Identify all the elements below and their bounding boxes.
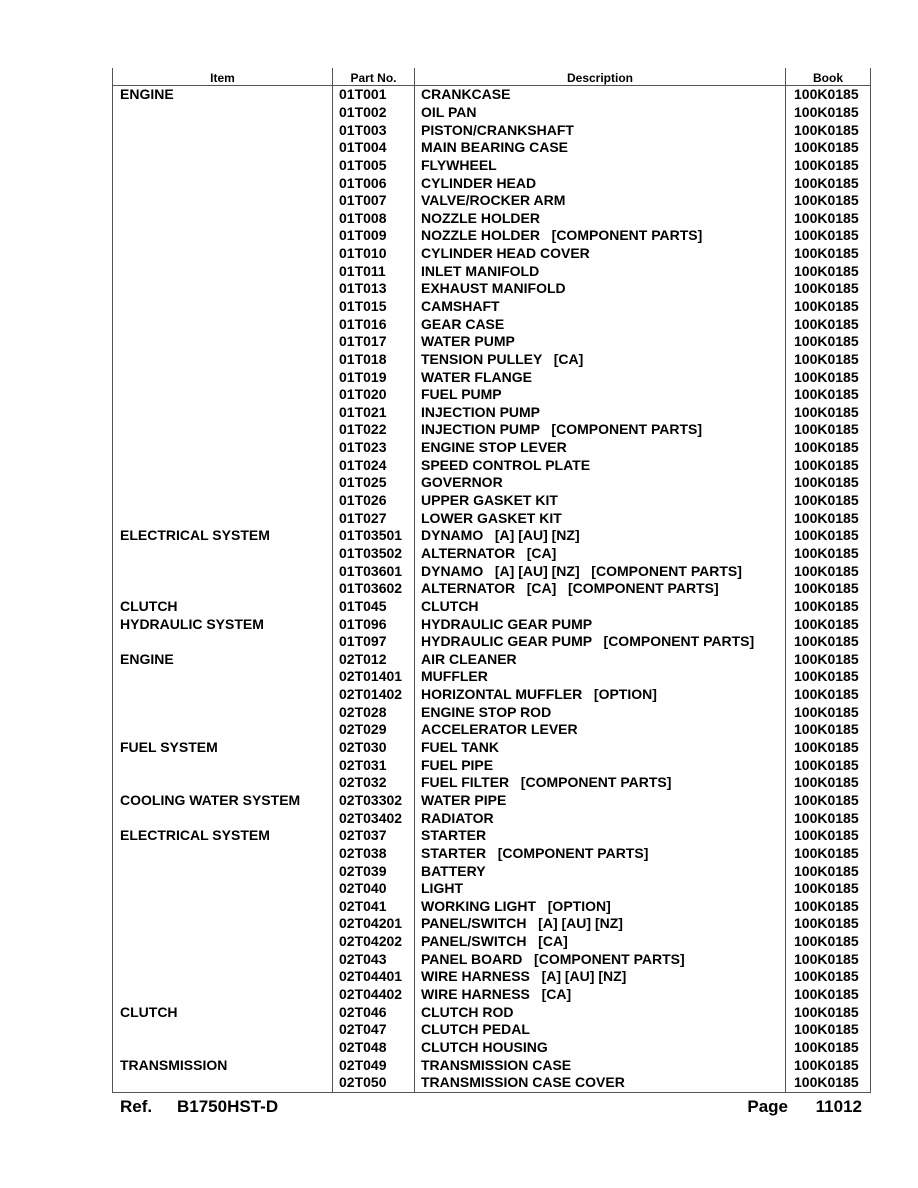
item-cell [113,209,333,227]
table-row [113,227,871,245]
item-cell [113,315,333,333]
book-cell: 100K0185 [786,668,871,686]
book-cell: 100K0185 [786,862,871,880]
table-row [113,986,871,1004]
book-cell: 100K0185 [786,174,871,192]
column-header-part-no: Part No. [333,68,415,86]
item-cell [113,986,333,1004]
page-footer [120,1097,862,1119]
part-number-cell: 02T012 [333,651,415,669]
part-number-cell: 01T007 [333,192,415,210]
part-number-cell: 02T028 [333,703,415,721]
description-cell: HYDRAULIC GEAR PUMP [COMPONENT PARTS] [415,633,786,651]
table-row [113,897,871,915]
book-cell: 100K0185 [786,298,871,316]
table-row [113,245,871,263]
table-row [113,386,871,404]
description-cell: DYNAMO [A] [AU] [NZ] [415,527,786,545]
part-number-cell: 01T03601 [333,562,415,580]
book-cell: 100K0185 [786,121,871,139]
description-cell: PISTON/CRANKSHAFT [415,121,786,139]
part-number-cell: 01T005 [333,157,415,175]
table-row [113,774,871,792]
description-cell: MAIN BEARING CASE [415,139,786,157]
part-number-cell: 01T016 [333,315,415,333]
book-cell: 100K0185 [786,651,871,669]
part-number-cell: 02T039 [333,862,415,880]
book-cell: 100K0185 [786,139,871,157]
book-cell: 100K0185 [786,739,871,757]
item-cell [113,492,333,510]
part-number-cell: 02T01401 [333,668,415,686]
description-cell: RADIATOR [415,809,786,827]
part-number-cell: 02T03302 [333,792,415,810]
book-cell: 100K0185 [786,721,871,739]
table-row [113,174,871,192]
table-row [113,121,871,139]
item-cell [113,545,333,563]
description-cell: WATER PIPE [415,792,786,810]
book-cell: 100K0185 [786,933,871,951]
part-number-cell: 01T015 [333,298,415,316]
table-row [113,792,871,810]
table-row [113,933,871,951]
book-cell: 100K0185 [786,386,871,404]
description-cell: LIGHT [415,880,786,898]
item-cell [113,1021,333,1039]
description-cell: AIR CLEANER [415,651,786,669]
part-number-cell: 02T01402 [333,686,415,704]
description-cell: WATER PUMP [415,333,786,351]
item-cell [113,562,333,580]
part-number-cell: 02T04201 [333,915,415,933]
book-cell: 100K0185 [786,756,871,774]
part-number-cell: 02T04402 [333,986,415,1004]
description-cell: SPEED CONTROL PLATE [415,456,786,474]
description-cell: UPPER GASKET KIT [415,492,786,510]
item-cell: ENGINE [113,86,333,104]
book-cell: 100K0185 [786,827,871,845]
part-number-cell: 02T038 [333,845,415,863]
book-cell: 100K0185 [786,615,871,633]
table-row [113,809,871,827]
description-cell: INJECTION PUMP [415,404,786,422]
item-cell [113,333,333,351]
item-cell [113,880,333,898]
book-cell: 100K0185 [786,351,871,369]
item-cell [113,351,333,369]
item-cell [113,668,333,686]
page-number: 11012 [815,1097,862,1116]
description-cell: FUEL FILTER [COMPONENT PARTS] [415,774,786,792]
table-row [113,862,871,880]
description-cell: GEAR CASE [415,315,786,333]
book-cell: 100K0185 [786,897,871,915]
description-cell: ENGINE STOP LEVER [415,439,786,457]
description-cell: TRANSMISSION CASE COVER [415,1074,786,1092]
part-number-cell: 02T037 [333,827,415,845]
book-cell: 100K0185 [786,86,871,104]
table-row [113,1003,871,1021]
table-row [113,598,871,616]
book-cell: 100K0185 [786,509,871,527]
item-cell [113,262,333,280]
item-cell: HYDRAULIC SYSTEM [113,615,333,633]
part-number-cell: 01T021 [333,404,415,422]
part-number-cell: 01T03602 [333,580,415,598]
description-cell: WIRE HARNESS [A] [AU] [NZ] [415,968,786,986]
book-cell: 100K0185 [786,527,871,545]
table-row [113,262,871,280]
part-number-cell: 01T001 [333,86,415,104]
part-number-cell: 02T04202 [333,933,415,951]
item-cell [113,421,333,439]
part-number-cell: 01T003 [333,121,415,139]
description-cell: HYDRAULIC GEAR PUMP [415,615,786,633]
item-cell [113,404,333,422]
book-cell: 100K0185 [786,545,871,563]
item-cell [113,968,333,986]
table-row [113,880,871,898]
item-cell [113,245,333,263]
item-cell [113,192,333,210]
ref-label: Ref. [120,1097,153,1116]
book-cell: 100K0185 [786,562,871,580]
description-cell: NOZZLE HOLDER [COMPONENT PARTS] [415,227,786,245]
description-cell: BATTERY [415,862,786,880]
item-cell [113,703,333,721]
table-row [113,86,871,104]
table-row [113,845,871,863]
column-header-item: Item [113,68,333,86]
book-cell: 100K0185 [786,598,871,616]
item-cell: ELECTRICAL SYSTEM [113,827,333,845]
part-number-cell: 02T04401 [333,968,415,986]
description-cell: CAMSHAFT [415,298,786,316]
description-cell: TRANSMISSION CASE [415,1056,786,1074]
book-cell: 100K0185 [786,774,871,792]
part-number-cell: 02T049 [333,1056,415,1074]
description-cell: NOZZLE HOLDER [415,209,786,227]
book-cell: 100K0185 [786,580,871,598]
part-number-cell: 01T008 [333,209,415,227]
item-cell [113,933,333,951]
item-cell [113,368,333,386]
part-number-cell: 02T050 [333,1074,415,1092]
description-cell: FUEL PUMP [415,386,786,404]
part-number-cell: 02T041 [333,897,415,915]
description-cell: FUEL TANK [415,739,786,757]
part-number-cell: 01T009 [333,227,415,245]
part-number-cell: 02T030 [333,739,415,757]
description-cell: INLET MANIFOLD [415,262,786,280]
table-row [113,580,871,598]
book-cell: 100K0185 [786,474,871,492]
table-row [113,509,871,527]
item-cell [113,950,333,968]
description-cell: INJECTION PUMP [COMPONENT PARTS] [415,421,786,439]
book-cell: 100K0185 [786,968,871,986]
table-row [113,209,871,227]
item-cell: ENGINE [113,651,333,669]
part-number-cell: 01T013 [333,280,415,298]
item-cell [113,280,333,298]
table-row [113,456,871,474]
part-number-cell: 01T019 [333,368,415,386]
item-cell [113,386,333,404]
table-row [113,651,871,669]
table-row [113,333,871,351]
item-cell [113,686,333,704]
item-cell [113,298,333,316]
page-label: Page [747,1097,788,1116]
book-cell: 100K0185 [786,915,871,933]
table-row [113,1074,871,1092]
item-cell: COOLING WATER SYSTEM [113,792,333,810]
part-number-cell: 01T002 [333,104,415,122]
description-cell: CYLINDER HEAD [415,174,786,192]
description-cell: HORIZONTAL MUFFLER [OPTION] [415,686,786,704]
item-cell [113,756,333,774]
item-cell [113,157,333,175]
table-row [113,950,871,968]
part-number-cell: 01T023 [333,439,415,457]
part-number-cell: 01T018 [333,351,415,369]
description-cell: FUEL PIPE [415,756,786,774]
book-cell: 100K0185 [786,633,871,651]
item-cell: CLUTCH [113,598,333,616]
part-number-cell: 02T040 [333,880,415,898]
table-row [113,633,871,651]
book-cell: 100K0185 [786,845,871,863]
table-row [113,492,871,510]
table-row [113,157,871,175]
table-row [113,404,871,422]
part-number-cell: 01T024 [333,456,415,474]
description-cell: ALTERNATOR [CA] [COMPONENT PARTS] [415,580,786,598]
book-cell: 100K0185 [786,333,871,351]
item-cell [113,580,333,598]
book-cell: 100K0185 [786,192,871,210]
part-number-cell: 01T025 [333,474,415,492]
book-cell: 100K0185 [786,1074,871,1092]
item-cell [113,227,333,245]
item-cell [113,509,333,527]
table-header-row [113,68,871,86]
description-cell: LOWER GASKET KIT [415,509,786,527]
item-cell [113,721,333,739]
part-number-cell: 01T010 [333,245,415,263]
table-row [113,1039,871,1057]
part-number-cell: 01T03502 [333,545,415,563]
table-row [113,104,871,122]
item-cell: CLUTCH [113,1003,333,1021]
book-cell: 100K0185 [786,950,871,968]
table-row [113,351,871,369]
table-body [113,86,871,1093]
book-cell: 100K0185 [786,280,871,298]
part-number-cell: 01T096 [333,615,415,633]
item-cell [113,774,333,792]
description-cell: ENGINE STOP ROD [415,703,786,721]
book-cell: 100K0185 [786,421,871,439]
table-row [113,686,871,704]
book-cell: 100K0185 [786,1003,871,1021]
part-number-cell: 01T027 [333,509,415,527]
item-cell [113,439,333,457]
description-cell: CLUTCH HOUSING [415,1039,786,1057]
column-header-description: Description [415,68,786,86]
table-row [113,1056,871,1074]
part-number-cell: 01T020 [333,386,415,404]
part-number-cell: 01T004 [333,139,415,157]
part-number-cell: 02T048 [333,1039,415,1057]
item-cell [113,121,333,139]
book-cell: 100K0185 [786,157,871,175]
model-number: B1750HST-D [177,1097,279,1116]
item-cell [113,897,333,915]
table-row [113,739,871,757]
part-number-cell: 01T006 [333,174,415,192]
book-cell: 100K0185 [786,439,871,457]
book-cell: 100K0185 [786,1021,871,1039]
item-cell [113,862,333,880]
book-cell: 100K0185 [786,880,871,898]
description-cell: VALVE/ROCKER ARM [415,192,786,210]
book-cell: 100K0185 [786,245,871,263]
description-cell: PANEL/SWITCH [A] [AU] [NZ] [415,915,786,933]
column-header-book: Book [786,68,871,86]
book-cell: 100K0185 [786,227,871,245]
table-row [113,545,871,563]
description-cell: EXHAUST MANIFOLD [415,280,786,298]
item-cell: TRANSMISSION [113,1056,333,1074]
part-number-cell: 02T043 [333,950,415,968]
table-row [113,615,871,633]
book-cell: 100K0185 [786,404,871,422]
item-cell [113,139,333,157]
table-row [113,280,871,298]
table-row [113,827,871,845]
part-number-cell: 02T032 [333,774,415,792]
description-cell: PANEL/SWITCH [CA] [415,933,786,951]
description-cell: WORKING LIGHT [OPTION] [415,897,786,915]
part-number-cell: 01T045 [333,598,415,616]
table-row [113,192,871,210]
table-row [113,421,871,439]
table-row [113,721,871,739]
part-number-cell: 02T03402 [333,809,415,827]
parts-index-sheet [112,68,870,1093]
description-cell: PANEL BOARD [COMPONENT PARTS] [415,950,786,968]
description-cell: MUFFLER [415,668,786,686]
table-row [113,315,871,333]
description-cell: WATER FLANGE [415,368,786,386]
item-cell [113,1074,333,1092]
book-cell: 100K0185 [786,1039,871,1057]
table-row [113,968,871,986]
table-row [113,474,871,492]
book-cell: 100K0185 [786,1056,871,1074]
description-cell: FLYWHEEL [415,157,786,175]
description-cell: CLUTCH [415,598,786,616]
description-cell: ALTERNATOR [CA] [415,545,786,563]
description-cell: CLUTCH ROD [415,1003,786,1021]
table-row [113,915,871,933]
table-row [113,756,871,774]
book-cell: 100K0185 [786,492,871,510]
description-cell: WIRE HARNESS [CA] [415,986,786,1004]
item-cell [113,174,333,192]
table-row [113,368,871,386]
table-row [113,1021,871,1039]
item-cell [113,809,333,827]
description-cell: GOVERNOR [415,474,786,492]
table-row [113,668,871,686]
description-cell: TENSION PULLEY [CA] [415,351,786,369]
book-cell: 100K0185 [786,809,871,827]
book-cell: 100K0185 [786,986,871,1004]
item-cell [113,845,333,863]
table-row [113,562,871,580]
part-number-cell: 02T029 [333,721,415,739]
book-cell: 100K0185 [786,686,871,704]
table-row [113,298,871,316]
part-number-cell: 01T097 [333,633,415,651]
book-cell: 100K0185 [786,368,871,386]
book-cell: 100K0185 [786,262,871,280]
book-cell: 100K0185 [786,456,871,474]
part-number-cell: 01T022 [333,421,415,439]
table-row [113,439,871,457]
item-cell [113,474,333,492]
book-cell: 100K0185 [786,315,871,333]
part-number-cell: 01T011 [333,262,415,280]
description-cell: ACCELERATOR LEVER [415,721,786,739]
part-number-cell: 01T026 [333,492,415,510]
description-cell: CRANKCASE [415,86,786,104]
description-cell: CYLINDER HEAD COVER [415,245,786,263]
item-cell [113,104,333,122]
part-number-cell: 02T047 [333,1021,415,1039]
item-cell: ELECTRICAL SYSTEM [113,527,333,545]
book-cell: 100K0185 [786,209,871,227]
description-cell: CLUTCH PEDAL [415,1021,786,1039]
book-cell: 100K0185 [786,792,871,810]
description-cell: STARTER [COMPONENT PARTS] [415,845,786,863]
item-cell [113,915,333,933]
part-number-cell: 02T031 [333,756,415,774]
table-row [113,703,871,721]
parts-index-table [112,68,871,1093]
table-row [113,139,871,157]
description-cell: OIL PAN [415,104,786,122]
item-cell: FUEL SYSTEM [113,739,333,757]
item-cell [113,456,333,474]
description-cell: DYNAMO [A] [AU] [NZ] [COMPONENT PARTS] [415,562,786,580]
book-cell: 100K0185 [786,703,871,721]
item-cell [113,633,333,651]
table-row [113,527,871,545]
book-cell: 100K0185 [786,104,871,122]
description-cell: STARTER [415,827,786,845]
part-number-cell: 02T046 [333,1003,415,1021]
item-cell [113,1039,333,1057]
part-number-cell: 01T017 [333,333,415,351]
part-number-cell: 01T03501 [333,527,415,545]
